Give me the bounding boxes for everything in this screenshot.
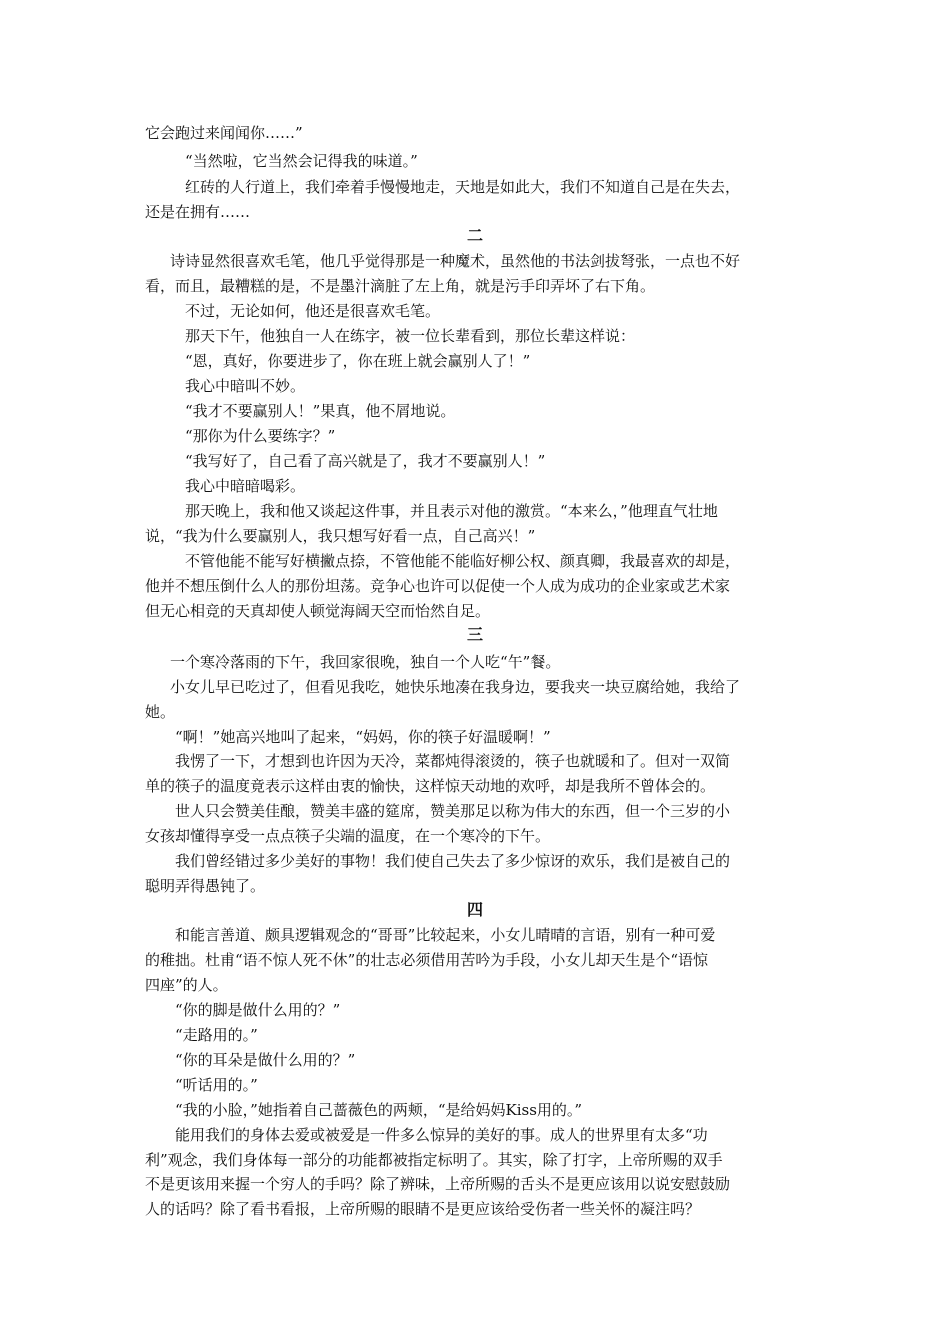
text-line: 不是更该用来握一个穷人的手吗？除了辨味，上帝所赐的舌头不是更应该用以说安慰鼓励 bbox=[145, 1175, 731, 1193]
text-line: 世人只会赞美佳酿，赞美丰盛的筵席，赞美那足以称为伟大的东西，但一个三岁的小 bbox=[175, 802, 731, 820]
text-line: 诗诗显然很喜欢毛笔，他几乎觉得那是一种魔术，虽然他的书法剑拔弩张，一点也不好 bbox=[170, 252, 741, 270]
section-heading: 二 bbox=[466, 226, 483, 245]
text-line: 看，而且，最糟糕的是，不是墨汁滴脏了左上角，就是污手印弄坏了右下角。 bbox=[145, 277, 656, 295]
text-line: “那你为什么要练字？” bbox=[185, 427, 336, 445]
text-line: 还是在拥有…… bbox=[145, 203, 251, 221]
text-line: 那天下午，他独自一人在练字，被一位长辈看到，那位长辈这样说： bbox=[185, 327, 636, 345]
text-line: 那天晚上，我和他又谈起这件事，并且表示对他的激赏。“本来么，”他理直气壮地 bbox=[185, 502, 718, 520]
text-line: “啊！”她高兴地叫了起来，“妈妈，你的筷子好温暖啊！” bbox=[175, 728, 551, 746]
section-heading: 三 bbox=[466, 625, 483, 644]
text-line: 不过，无论如何，他还是很喜欢毛笔。 bbox=[185, 302, 441, 320]
text-line: 的稚拙。杜甫“语不惊人死不休”的壮志必须借用苦吟为手段，小女儿却天生是个“语惊 bbox=[145, 951, 709, 969]
text-line: “当然啦，它当然会记得我的味道。” bbox=[185, 152, 418, 170]
text-line: “恩，真好，你要进步了，你在班上就会赢别人了！” bbox=[185, 352, 531, 370]
text-line: 她。 bbox=[145, 703, 176, 721]
text-line: 说，“我为什么要赢别人，我只想写好看一点，自己高兴！” bbox=[145, 527, 536, 545]
text-line: 和能言善道、颇具逻辑观念的“哥哥”比较起来，小女儿晴晴的言语，别有一种可爱 bbox=[175, 926, 716, 944]
text-line: 我愣了一下，才想到也许因为天冷，菜都炖得滚烫的，筷子也就暖和了。但对一双简 bbox=[175, 752, 731, 770]
text-line: 它会跑过来闻闻你……” bbox=[145, 124, 303, 142]
text-line: 女孩却懂得享受一点点筷子尖端的温度，在一个寒冷的下午。 bbox=[145, 827, 551, 845]
text-line: 聪明弄得愚钝了。 bbox=[145, 877, 266, 895]
text-line: 我心中暗暗喝彩。 bbox=[185, 477, 306, 495]
text-line: 我们曾经错过多少美好的事物！我们使自己失去了多少惊讶的欢乐，我们是被自己的 bbox=[175, 852, 731, 870]
text-line: 能用我们的身体去爱或被爱是一件多么惊异的美好的事。成人的世界里有太多“功 bbox=[175, 1126, 708, 1144]
text-line: “我的小脸，”她指着自己蔷薇色的两颊，“是给妈妈Kiss用的。” bbox=[175, 1101, 583, 1119]
text-line: 我心中暗叫不妙。 bbox=[185, 377, 306, 395]
text-line: “听话用的。” bbox=[175, 1076, 258, 1094]
section-heading: 四 bbox=[466, 900, 483, 919]
text-line: “走路用的。” bbox=[175, 1026, 258, 1044]
text-line: “我才不要赢别人！”果真，他不屑地说。 bbox=[185, 402, 456, 420]
text-line: “我写好了，自己看了高兴就是了，我才不要赢别人！” bbox=[185, 452, 546, 470]
text-line: 但无心相竞的天真却使人顿觉海阔天空而怡然自足。 bbox=[145, 602, 491, 620]
text-line: 单的筷子的温度竟表示这样由衷的愉快，这样惊天动地的欢呼，却是我所不曾体会的。 bbox=[145, 777, 716, 795]
text-line: 四座”的人。 bbox=[145, 976, 228, 994]
text-line: 他并不想压倒什么人的那份坦荡。竞争心也许可以促使一个人成为成功的企业家或艺术家 bbox=[145, 577, 731, 595]
text-line: 一个寒冷落雨的下午，我回家很晚，独自一个人吃“午”餐。 bbox=[170, 653, 561, 671]
text-line: 红砖的人行道上，我们牵着手慢慢地走，天地是如此大，我们不知道自己是在失去， bbox=[185, 178, 741, 196]
text-line: 不管他能不能写好横撇点捺，不管他能不能临好柳公权、颜真卿，我最喜欢的却是， bbox=[185, 552, 741, 570]
text-line: “你的耳朵是做什么用的？” bbox=[175, 1051, 356, 1069]
text-line: “你的脚是做什么用的？” bbox=[175, 1001, 341, 1019]
text-line: 小女儿早已吃过了，但看见我吃，她快乐地凑在我身边，要我夹一块豆腐给她，我给了 bbox=[170, 678, 741, 696]
text-line: 利”观念，我们身体每一部分的功能都被指定标明了。其实，除了打字，上帝所赐的双手 bbox=[145, 1151, 723, 1169]
text-line: 人的话吗？除了看书看报，上帝所赐的眼睛不是更应该给受伤者一些关怀的凝注吗？ bbox=[145, 1200, 701, 1218]
